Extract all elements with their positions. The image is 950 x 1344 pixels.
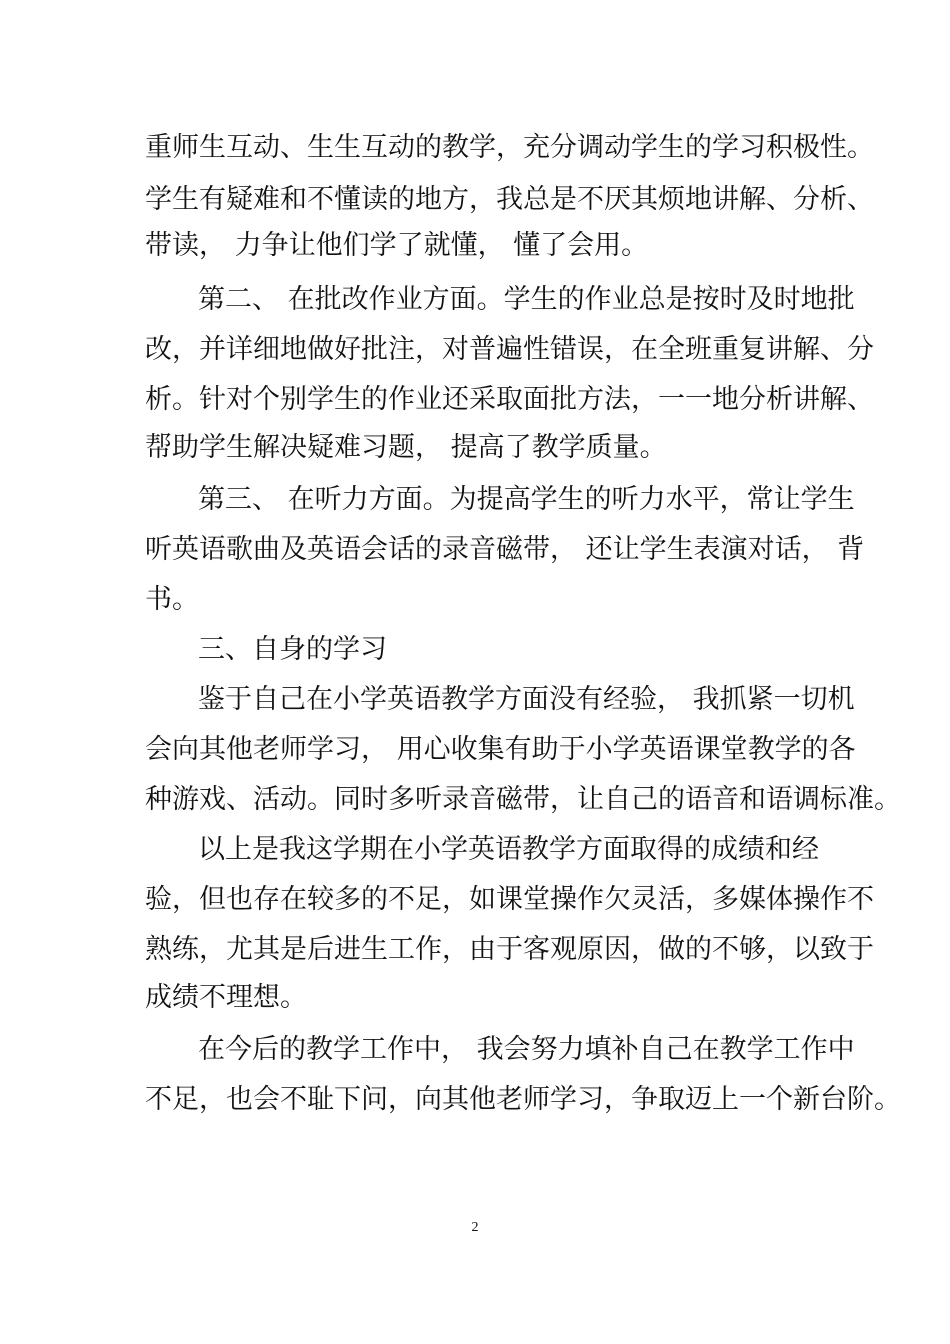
text-line: 熟练，尤其是后进生工作，由于客观原因，做的不够，以致于: [145, 934, 874, 965]
text-line: 帮助学生解决疑难习题， 提高了教学质量。: [145, 432, 667, 463]
text-line: 以上是我这学期在小学英语教学方面取得的成绩和经: [198, 834, 819, 865]
text-line: 会向其他老师学习， 用心收集有助于小学英语课堂教学的各: [145, 734, 856, 765]
text-line: 种游戏、活动。同时多听录音磁带，让自己的语音和语调标准。: [145, 784, 901, 815]
text-line: 鉴于自己在小学英语教学方面没有经验， 我抓紧一切机: [198, 684, 855, 715]
text-line: 第二、 在批改作业方面。学生的作业总是按时及时地批: [198, 284, 855, 315]
text-line: 重师生互动、生生互动的教学，充分调动学生的学习积极性。: [145, 132, 874, 163]
text-line: 第三、 在听力方面。为提高学生的听力水平，常让学生: [198, 484, 855, 515]
text-line: 不足，也会不耻下问，向其他老师学习，争取迈上一个新台阶。: [145, 1084, 901, 1115]
text-line: 学生有疑难和不懂读的地方，我总是不厌其烦地讲解、分析、: [145, 184, 874, 215]
text-line: 析。针对个别学生的作业还采取面批方法，一一地分析讲解、: [145, 384, 874, 415]
page-number: 2: [471, 1220, 479, 1235]
text-line: 改，并详细地做好批注，对普遍性错误，在全班重复讲解、分: [145, 334, 874, 365]
text-line: 验，但也存在较多的不足，如课堂操作欠灵活，多媒体操作不: [145, 884, 874, 915]
text-line: 听英语歌曲及英语会话的录音磁带， 还让学生表演对话， 背: [145, 534, 865, 565]
text-line: 成绩不理想。: [145, 982, 307, 1013]
section-heading: 三、自身的学习: [198, 634, 387, 665]
text-line: 在今后的教学工作中， 我会努力填补自己在教学工作中: [198, 1034, 855, 1065]
text-line: 带读， 力争让他们学了就懂， 懂了会用。: [145, 230, 649, 261]
text-line: 书。: [145, 584, 199, 615]
